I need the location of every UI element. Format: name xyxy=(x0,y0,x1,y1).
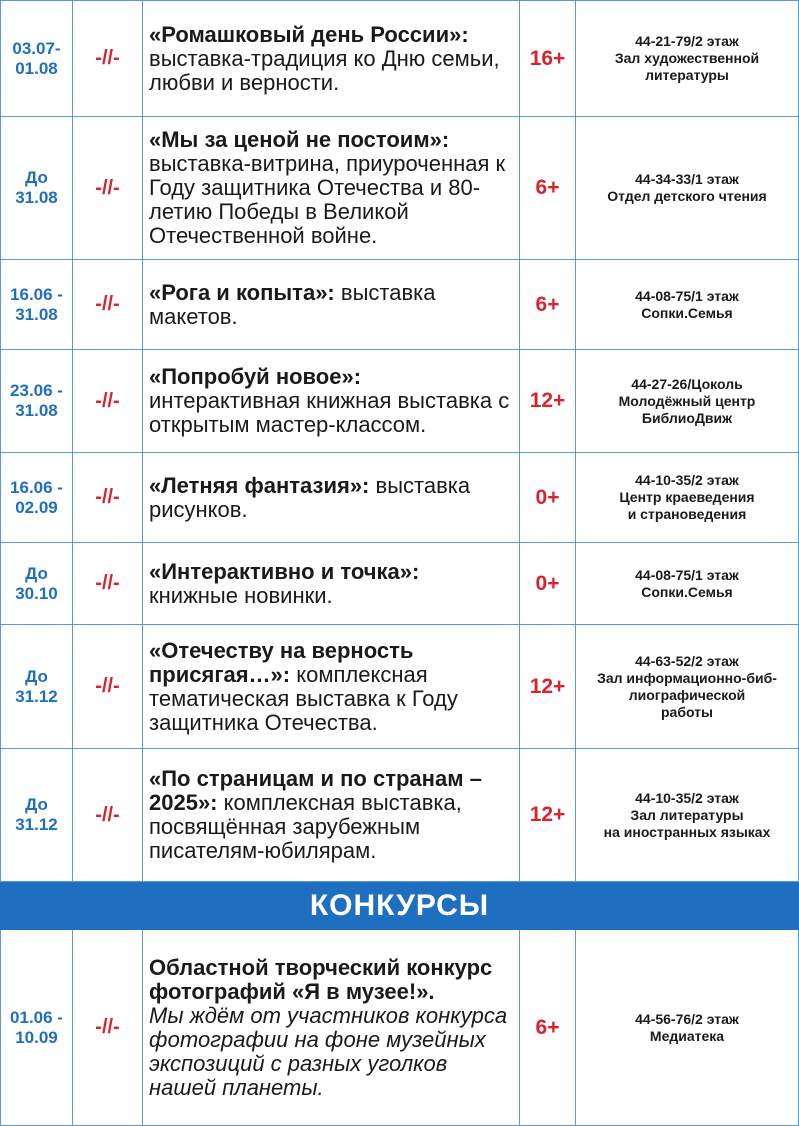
event-text: выставка рисунков. xyxy=(149,472,471,522)
date-line: 30.10 xyxy=(15,583,58,603)
location-cell xyxy=(576,117,799,260)
event-title: «Отечеству на верность присягая…»: xyxy=(149,637,414,687)
date-cell xyxy=(1,350,73,453)
event-description xyxy=(143,749,520,882)
location-cell xyxy=(576,543,799,625)
event-description xyxy=(143,117,520,260)
table-row xyxy=(1,117,799,260)
date-line: 10.09 xyxy=(15,1027,58,1047)
date-line: 02.09 xyxy=(15,497,58,517)
location-line: 44-08-75/1 этаж xyxy=(635,566,739,583)
event-text: выставка-традиция ко Дню семьи, любви и верности. xyxy=(149,45,500,95)
date-cell xyxy=(1,453,73,543)
date-line: До xyxy=(25,563,48,583)
location-line: Центр краеведения xyxy=(619,489,755,505)
location-line: Зал литературы xyxy=(630,806,744,823)
age-rating: 12+ xyxy=(520,749,576,882)
date-line: 31.12 xyxy=(15,815,58,834)
location-line: лиографической xyxy=(628,686,746,703)
location-cell xyxy=(576,350,799,453)
location-line: 44-08-75/1 этаж xyxy=(635,287,739,304)
date-cell xyxy=(1,749,73,882)
age-rating: 0+ xyxy=(520,453,576,543)
age-rating: 12+ xyxy=(520,350,576,453)
date-line: 31.08 xyxy=(15,188,58,207)
date-line: 16.06 - xyxy=(10,284,63,304)
table-row xyxy=(1,350,799,453)
event-description xyxy=(143,1,520,117)
event-text: интерактивная книжная выставка с открытым мастер-классом. xyxy=(149,388,510,437)
age-rating: 12+ xyxy=(520,625,576,749)
location-cell xyxy=(576,930,799,1126)
section-header xyxy=(1,882,799,930)
location-line: 44-56-76/2 этаж xyxy=(635,1010,739,1027)
date-line: 23.06 - xyxy=(10,381,63,400)
event-description xyxy=(143,453,520,543)
event-title: Областной творческий конкурс фотографий «Я в музее!». xyxy=(149,954,493,1004)
event-title: «Интерактивно и точка»: xyxy=(149,558,420,584)
location-line: Медиатека xyxy=(649,1027,725,1044)
event-text: комплексная тематическая выставка к Году защитника Отечества. xyxy=(149,661,458,735)
event-description xyxy=(143,350,520,453)
location-line: Сопки.Семья xyxy=(641,583,733,600)
event-text: Мы ждём от участников конкурса фотографии на фоне музейных экспозиций с разных уголков нашей планеты. xyxy=(149,1002,508,1100)
table-row xyxy=(1,749,799,882)
ditto-mark: -//- xyxy=(73,749,143,882)
table-row xyxy=(1,930,799,1126)
location-line: на иностранных языках xyxy=(603,823,771,840)
ditto-mark: -//- xyxy=(73,625,143,749)
section-title: КОНКУРСЫ xyxy=(1,882,799,930)
ditto-mark: -//- xyxy=(73,1,143,117)
location-line: Зал художественной xyxy=(614,50,760,66)
event-description xyxy=(143,625,520,749)
location-cell xyxy=(576,749,799,882)
age-rating: 0+ xyxy=(520,543,576,625)
age-rating: 6+ xyxy=(520,117,576,260)
date-line: До xyxy=(25,168,48,187)
date-cell xyxy=(1,543,73,625)
date-cell xyxy=(1,1,73,117)
date-line: 31.08 xyxy=(15,304,58,324)
event-text: комплексная выставка, посвящённая зарубежным писателям-юбилярам. xyxy=(149,790,462,863)
date-line: 03.07- xyxy=(12,38,61,58)
ditto-mark: -//- xyxy=(73,930,143,1126)
date-line: 31.12 xyxy=(15,686,58,706)
event-title: «Мы за ценой не постоим»: xyxy=(149,127,450,152)
event-text: выставка макетов. xyxy=(149,279,436,329)
date-line: 31.08 xyxy=(15,401,58,420)
location-line: 44-10-35/2 этаж xyxy=(635,472,739,488)
event-title: «Попробуй новое»: xyxy=(149,364,362,389)
location-line: литературы xyxy=(645,67,729,83)
event-title: «Ромашковый день России»: xyxy=(149,21,469,47)
location-cell xyxy=(576,625,799,749)
age-rating: 16+ xyxy=(520,1,576,117)
date-line: 01.06 - xyxy=(10,1007,63,1027)
age-rating: 6+ xyxy=(520,930,576,1126)
table-row xyxy=(1,1,799,117)
ditto-mark: -//- xyxy=(73,453,143,543)
table-row xyxy=(1,260,799,350)
location-line: БиблиоДвиж xyxy=(641,409,733,426)
location-line: Отдел детского чтения xyxy=(607,188,767,204)
location-cell xyxy=(576,260,799,350)
ditto-mark: -//- xyxy=(73,543,143,625)
event-title: «По страницам и по странам – 2025»: xyxy=(149,766,482,815)
event-description xyxy=(143,260,520,350)
location-line: Зал информационно-биб- xyxy=(597,669,777,686)
event-description xyxy=(143,543,520,625)
ditto-mark: -//- xyxy=(73,117,143,260)
event-text: книжные новинки. xyxy=(149,582,333,608)
location-cell xyxy=(576,1,799,117)
event-title: «Летняя фантазия»: xyxy=(149,472,370,498)
age-rating: 6+ xyxy=(520,260,576,350)
table-row xyxy=(1,625,799,749)
location-line: 44-10-35/2 этаж xyxy=(635,789,739,806)
location-line: и страноведения xyxy=(627,506,747,522)
location-line: работы xyxy=(660,703,713,720)
location-line: 44-63-52/2 этаж xyxy=(635,652,739,669)
location-line: 44-27-26/Цоколь xyxy=(631,375,743,392)
date-cell xyxy=(1,117,73,260)
location-line: Молодёжный центр xyxy=(618,392,756,409)
date-line: До xyxy=(25,795,48,814)
table-row xyxy=(1,453,799,543)
date-cell xyxy=(1,930,73,1126)
date-cell xyxy=(1,625,73,749)
event-description xyxy=(143,930,520,1126)
location-line: 44-21-79/2 этаж xyxy=(635,33,739,49)
date-line: До xyxy=(25,666,48,686)
location-cell xyxy=(576,453,799,543)
table-row xyxy=(1,543,799,625)
date-line: 01.08 xyxy=(15,58,58,78)
date-cell xyxy=(1,260,73,350)
ditto-mark: -//- xyxy=(73,260,143,350)
event-text: выставка-витрина, приуроченная к Году защитника Отечества и 80-летию Победы в Великой Отечественной войне. xyxy=(149,151,506,248)
location-line: Сопки.Семья xyxy=(641,304,733,321)
ditto-mark: -//- xyxy=(73,350,143,453)
event-title: «Рога и копыта»: xyxy=(149,279,335,305)
location-line: 44-34-33/1 этаж xyxy=(635,171,739,187)
date-line: 16.06 - xyxy=(10,477,63,497)
